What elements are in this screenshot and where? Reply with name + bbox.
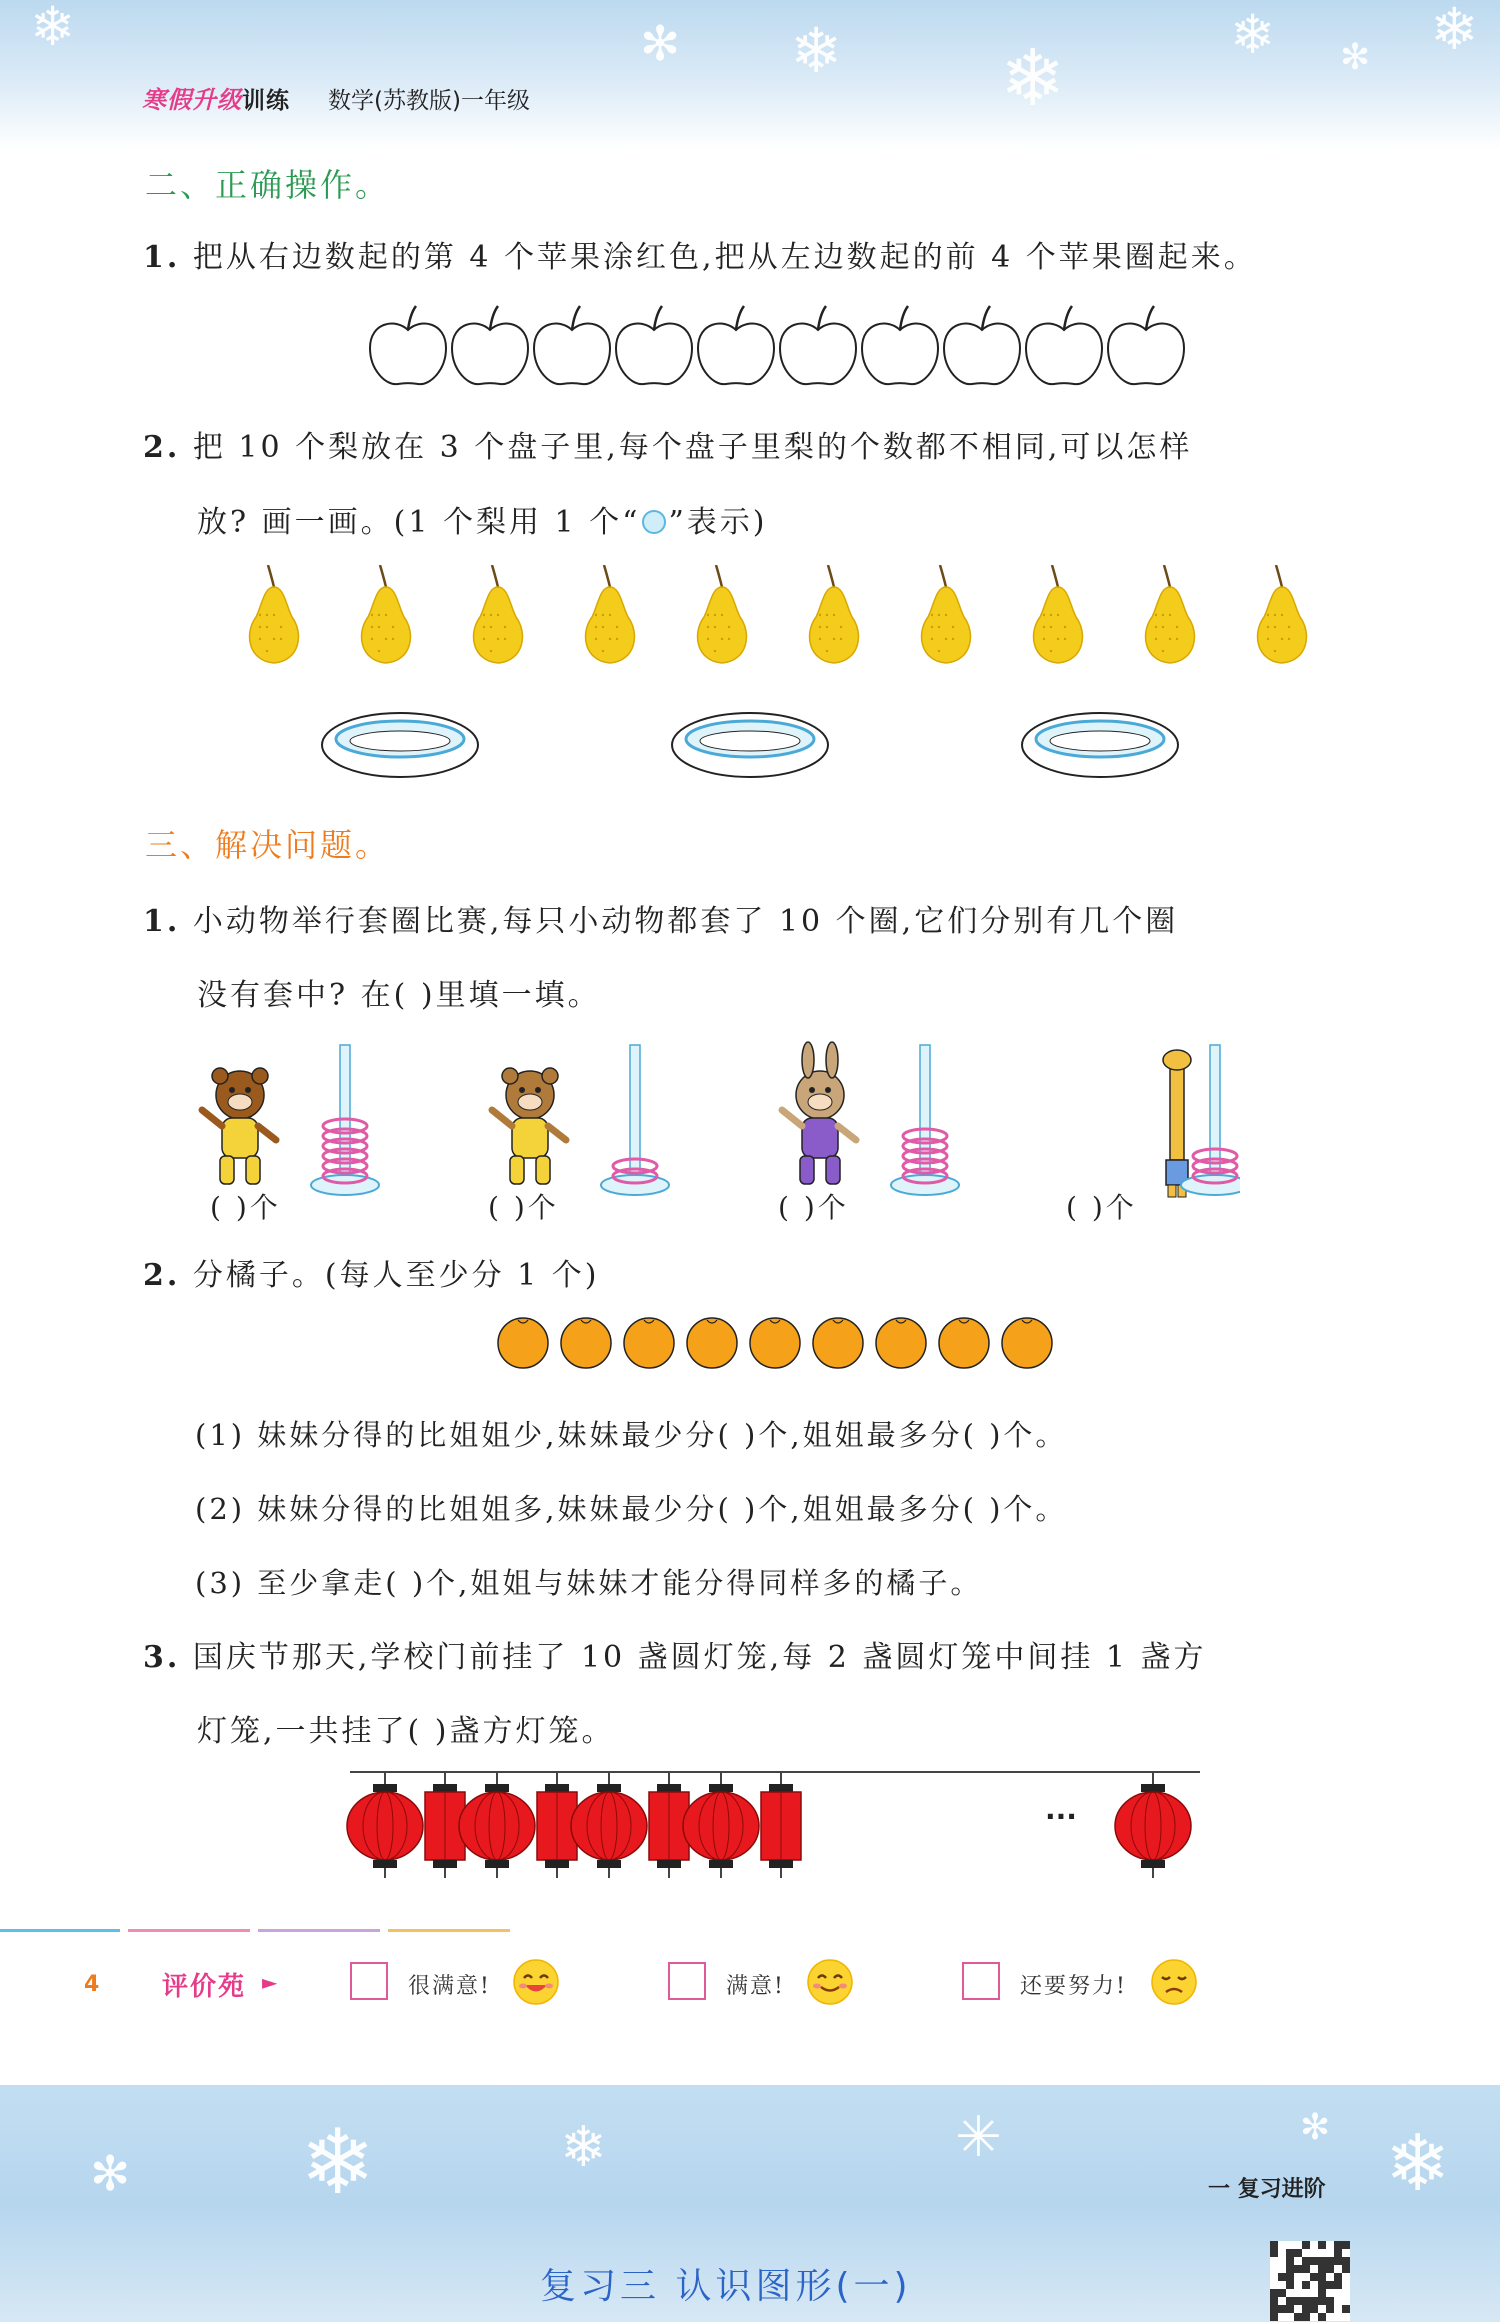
sub-question-3[interactable]: (3) 至少拿走( )个,姐姐与妹妹才能分得同样多的橘子。 <box>195 1566 983 1600</box>
pear <box>922 565 971 663</box>
pear <box>1034 565 1083 663</box>
apple-outline[interactable] <box>944 306 1020 384</box>
checkbox-satisfied[interactable] <box>668 1962 706 2000</box>
snowflake-icon: ❄ <box>30 0 76 58</box>
sub-question-1[interactable]: (1) 妹妹分得的比姐姐少,妹妹最少分( )个,姐姐最多分( )个。 <box>195 1418 1068 1452</box>
question-text: 放? 画一画。(1 个梨用 1 个“ <box>197 505 641 540</box>
question-number: 1. <box>143 240 181 275</box>
pear <box>810 565 859 663</box>
apple-outline[interactable] <box>698 306 774 384</box>
snowflake-icon: ✻ <box>90 2146 131 2202</box>
question-3-1-line2 <box>197 970 601 1014</box>
giraffe-with-rings <box>1163 1045 1240 1197</box>
chapter-label: 一 复习进阶 <box>1208 2177 1326 2202</box>
book-subject: 数学(苏教版)一年级 <box>328 88 530 114</box>
snowflake-icon: ❄ <box>1430 0 1479 63</box>
snowflake-icon: ❄ <box>560 2115 607 2180</box>
snowflake-icon: ❄ <box>790 14 842 87</box>
answer-blank-giraffe[interactable]: ( )个 <box>1066 1191 1137 1224</box>
divider <box>128 1929 250 1932</box>
round-lantern <box>683 1772 759 1878</box>
book-brand <box>142 80 290 115</box>
question-number: 3. <box>143 1640 181 1675</box>
apple-outline[interactable] <box>452 306 528 384</box>
apple-outline[interactable] <box>1108 306 1184 384</box>
round-lantern <box>347 1772 423 1878</box>
pear <box>1258 565 1307 663</box>
snowflake-icon: ❄ <box>1000 34 1066 124</box>
rabbit-with-rings <box>782 1042 959 1195</box>
plate[interactable] <box>322 713 478 777</box>
apple-outline[interactable] <box>1026 306 1102 384</box>
snowflake-icon: ✻ <box>640 16 681 72</box>
question-3-1 <box>143 896 1178 940</box>
snowflake-icon: ❄ <box>300 2110 376 2215</box>
question-number: 2. <box>143 1258 181 1293</box>
orange <box>939 1318 989 1368</box>
happy-face-icon <box>512 1958 560 2006</box>
question-2-2 <box>143 422 1192 466</box>
orange <box>687 1318 737 1368</box>
sad-face-icon <box>1150 1958 1198 2006</box>
snowflake-icon: ✳ <box>955 2105 1002 2170</box>
evaluation-label: 评价苑 <box>162 1972 247 2002</box>
pear <box>250 565 299 663</box>
apple-outline[interactable] <box>370 306 446 384</box>
plate-row[interactable] <box>320 705 1220 785</box>
qr-code-icon <box>1270 2240 1350 2322</box>
pear-row <box>240 565 1320 675</box>
question-3-2 <box>143 1250 599 1294</box>
snowflake-icon: ✻ <box>1300 2107 1331 2148</box>
answer-blank-rabbit[interactable]: ( )个 <box>778 1191 849 1224</box>
answer-blank-bear[interactable]: ( )个 <box>210 1191 281 1224</box>
monkey-with-rings <box>492 1045 669 1195</box>
pear <box>698 565 747 663</box>
lantern-ellipsis: ··· <box>1045 1800 1077 1833</box>
answer-blank-monkey[interactable]: ( )个 <box>488 1191 559 1224</box>
apple-row[interactable] <box>367 300 1187 390</box>
plate[interactable] <box>1022 713 1178 777</box>
question-3-3-line2[interactable]: 灯笼,一共挂了( )盏方灯笼。 <box>197 1714 615 1749</box>
question-text: 小动物举行套圈比赛,每只小动物都套了 10 个圈,它们分别有几个圈 <box>192 904 1179 939</box>
snowflake-icon: ❄ <box>1385 2119 1451 2209</box>
pear <box>362 565 411 663</box>
question-text: 没有套中? 在( )里填一填。 <box>197 978 601 1013</box>
pear <box>1146 565 1195 663</box>
orange <box>813 1318 863 1368</box>
pear <box>586 565 635 663</box>
brand-suffix: 训练 <box>242 88 290 114</box>
orange <box>876 1318 926 1368</box>
question-2-2-line2 <box>197 497 768 541</box>
divider <box>0 1929 120 1932</box>
circle-icon <box>640 508 668 536</box>
eval-option-label: 满意! <box>726 1974 785 1999</box>
smile-face-icon <box>806 1958 854 2006</box>
next-chapter-title: 复习三 认识图形(一) <box>540 2266 912 2307</box>
snowflake-icon: ✻ <box>1340 37 1371 78</box>
apple-outline[interactable] <box>534 306 610 384</box>
orange <box>561 1318 611 1368</box>
question-text: 分橘子。(每人至少分 1 个) <box>192 1258 600 1293</box>
question-text: ”表示) <box>668 505 768 540</box>
brand-title: 寒假升级 <box>142 86 242 114</box>
question-text: 把从右边数起的第 4 个苹果涂红色,把从左边数起的前 4 个苹果圈起来。 <box>192 240 1257 275</box>
orange <box>750 1318 800 1368</box>
arrow-right-icon: ► <box>262 1970 278 1994</box>
question-3-3 <box>143 1632 1207 1676</box>
eval-option-label: 还要努力! <box>1020 1974 1127 1999</box>
checkbox-needs-effort[interactable] <box>962 1962 1000 2000</box>
square-lantern <box>761 1772 801 1878</box>
orange-row <box>495 1317 1060 1369</box>
round-lantern <box>459 1772 535 1878</box>
round-lantern <box>1115 1772 1191 1878</box>
section-title: 二、正确操作。 <box>145 166 391 204</box>
question-2-1 <box>143 232 1257 276</box>
question-number: 1. <box>143 904 181 939</box>
orange <box>624 1318 674 1368</box>
apple-outline[interactable] <box>616 306 692 384</box>
page-number: 4 <box>84 1972 100 1997</box>
apple-outline[interactable] <box>780 306 856 384</box>
sub-question-2[interactable]: (2) 妹妹分得的比姐姐多,妹妹最少分( )个,姐姐最多分( )个。 <box>195 1492 1068 1526</box>
divider <box>258 1929 380 1932</box>
eval-option-label: 很满意! <box>408 1974 491 1999</box>
snowflake-icon: ❄ <box>1230 3 1276 66</box>
section-title: 三、解决问题。 <box>145 826 391 864</box>
question-text: 国庆节那天,学校门前挂了 10 盏圆灯笼,每 2 盏圆灯笼中间挂 1 盏方 <box>192 1640 1207 1675</box>
round-lantern <box>571 1772 647 1878</box>
apple-outline[interactable] <box>862 306 938 384</box>
pear <box>474 565 523 663</box>
divider <box>388 1929 510 1932</box>
question-number: 2. <box>143 430 181 465</box>
question-text: 把 10 个梨放在 3 个盘子里,每个盘子里梨的个数都不相同,可以怎样 <box>192 430 1193 465</box>
orange <box>498 1318 548 1368</box>
bear-with-rings <box>202 1045 379 1195</box>
orange <box>1002 1318 1052 1368</box>
plate[interactable] <box>672 713 828 777</box>
checkbox-very-satisfied[interactable] <box>350 1962 388 2000</box>
